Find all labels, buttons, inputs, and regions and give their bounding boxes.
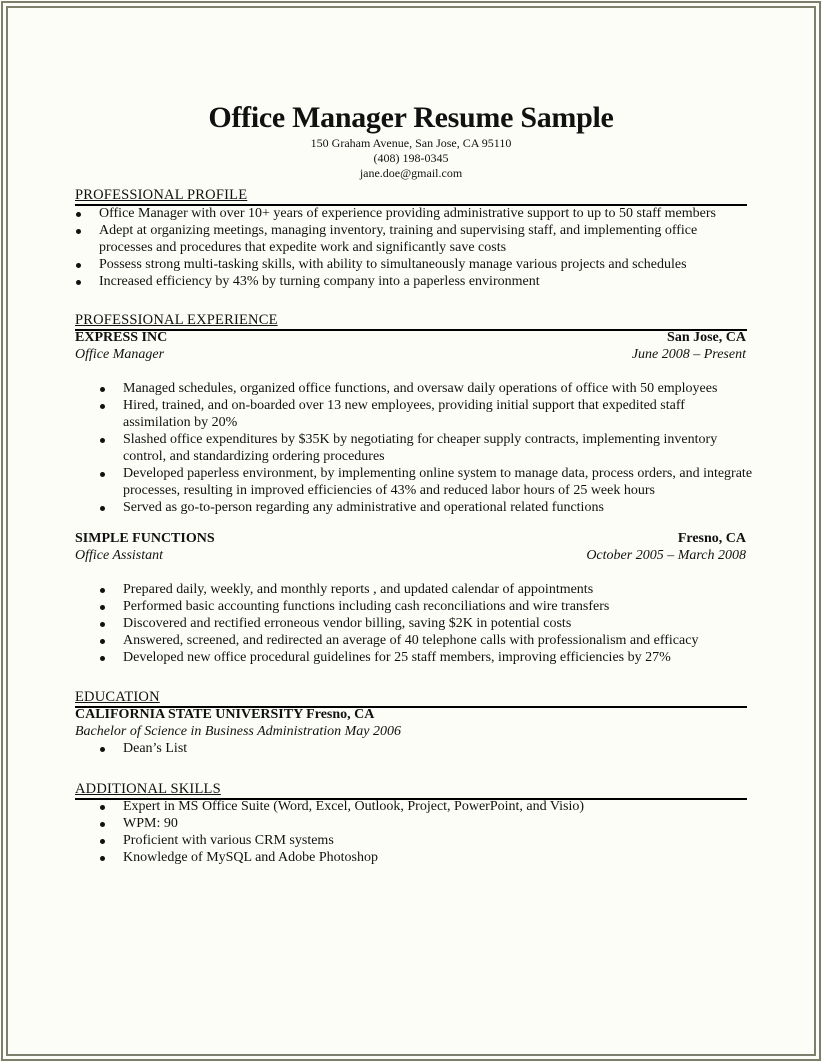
section-heading-education-label: EDUCATION	[75, 689, 164, 705]
job-company: EXPRESS INC	[75, 330, 168, 345]
list-item: Slashed office expenditures by $35K by negotiating for cheaper supply contracts, implementing inventory control, and standardizing ordering procedures	[99, 431, 749, 465]
list-item: Developed paperless environment, by implementing online system to manage data, process orders, and integrate processes, resulting in improved efficiencies of 43% and reduced labor hours of 25 week hours	[99, 465, 773, 499]
section-heading-profile-label: PROFESSIONAL PROFILE	[75, 187, 251, 203]
job-location: San Jose, CA	[667, 330, 746, 345]
list-item: Developed new office procedural guidelines for 25 staff members, improving efficiencies by 27%	[99, 649, 749, 666]
job-header-simple-functions	[75, 530, 746, 547]
education-school	[75, 706, 746, 723]
job-subheader-simple-functions	[75, 547, 746, 564]
list-item: Managed schedules, organized office functions, and oversaw daily operations of office with 50 employees	[99, 380, 749, 397]
education-degree	[75, 723, 746, 740]
list-item: Expert in MS Office Suite (Word, Excel, Outlook, Project, PowerPoint, and Visio)	[99, 798, 749, 815]
job-duties-express	[99, 380, 753, 516]
job-dates: October 2005 – March 2008	[586, 548, 746, 563]
list-item: Hired, trained, and on-boarded over 13 new employees, providing initial support that expedited staff assimilation by 20%	[99, 397, 723, 431]
contact-email: jane.doe@gmail.com	[359, 166, 463, 180]
job-location: Fresno, CA	[677, 531, 746, 546]
section-heading-experience-label: PROFESSIONAL EXPERIENCE	[75, 312, 282, 328]
section-heading-profile	[75, 187, 747, 206]
job-header-express	[75, 329, 746, 346]
list-item: Adept at organizing meetings, managing inventory, training and supervising staff, and implementing office processes and procedures that expedite work and significantly save costs	[75, 222, 739, 256]
list-item: Answered, screened, and redirected an average of 40 telephone calls with professionalism and efficacy	[99, 632, 749, 649]
profile-list	[75, 205, 755, 290]
list-item: Dean’s List	[99, 740, 749, 757]
list-item: Increased efficiency by 43% by turning company into a paperless environment	[75, 273, 755, 290]
job-role: Office Assistant	[75, 548, 164, 563]
list-item: Served as go-to-person regarding any administrative and operational related functions	[99, 499, 749, 516]
list-item: Possess strong multi-tasking skills, with ability to simultaneously manage various projects and schedules	[75, 256, 755, 273]
job-role: Office Manager	[75, 347, 165, 362]
job-dates: June 2008 – Present	[631, 347, 746, 362]
degree-name: Bachelor of Science in Business Administration May 2006	[75, 724, 401, 739]
resume-title: Office Manager Resume Sample	[208, 101, 614, 134]
job-subheader-express	[75, 346, 746, 363]
list-item: Prepared daily, weekly, and monthly reports , and updated calendar of appointments	[99, 581, 749, 598]
list-item: Office Manager with over 10+ years of experience providing administrative support to up to 50 staff members	[75, 205, 755, 222]
skills-list	[99, 798, 749, 866]
list-item: WPM: 90	[99, 815, 749, 832]
list-item: Discovered and rectified erroneous vendor billing, saving $2K in potential costs	[99, 615, 749, 632]
education-honors	[99, 740, 749, 757]
job-duties-simple-functions	[99, 581, 749, 666]
list-item: Performed basic accounting functions including cash reconciliations and wire transfers	[99, 598, 749, 615]
school-name: CALIFORNIA STATE UNIVERSITY Fresno, CA	[75, 707, 375, 722]
job-company: SIMPLE FUNCTIONS	[75, 531, 215, 546]
list-item: Proficient with various CRM systems	[99, 832, 749, 849]
section-heading-skills-label: ADDITIONAL SKILLS	[75, 781, 225, 797]
list-item: Knowledge of MySQL and Adobe Photoshop	[99, 849, 749, 866]
contact-address: 150 Graham Avenue, San Jose, CA 95110	[310, 136, 512, 150]
contact-phone: (408) 198-0345	[373, 151, 449, 165]
